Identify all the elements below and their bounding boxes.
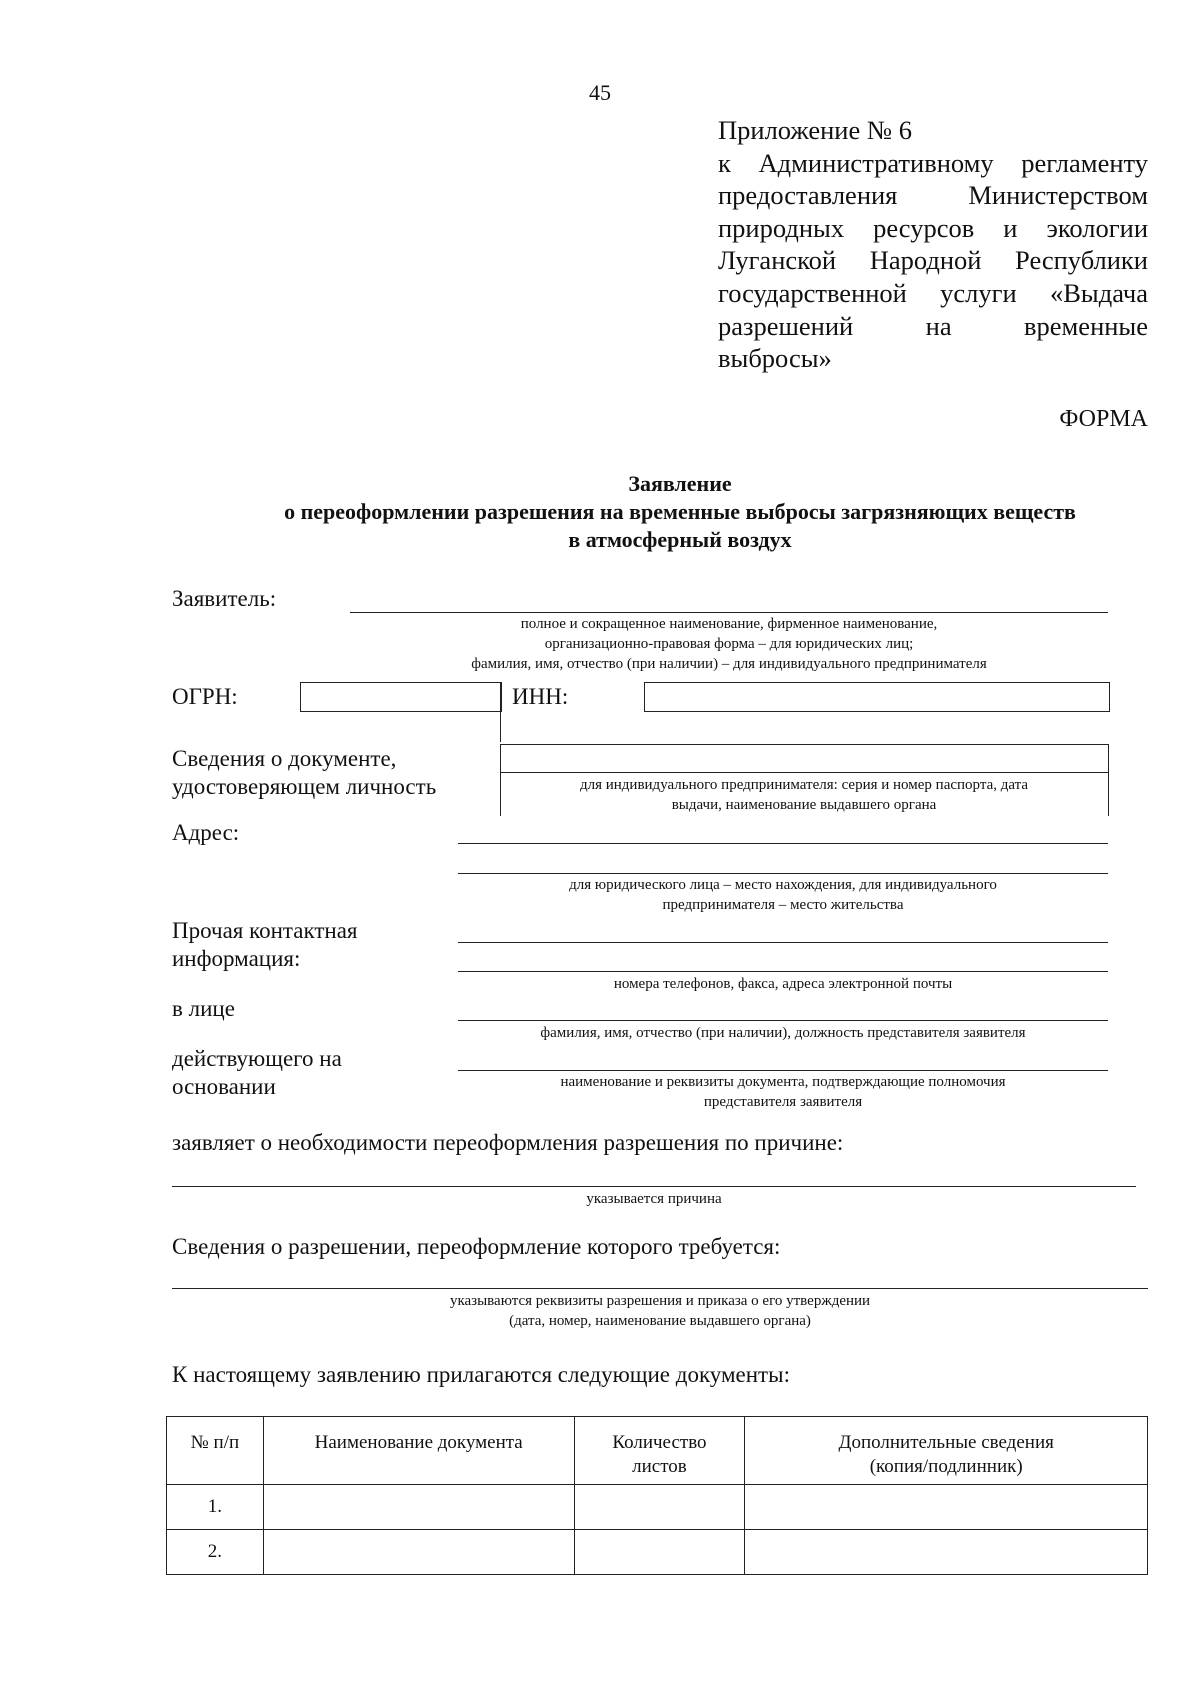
row-qty-cell[interactable]	[574, 1485, 745, 1530]
table-header-row	[167, 1417, 1148, 1485]
basis-hint-2: представителя заявителя	[703, 1094, 863, 1110]
representative-label: в лице	[172, 996, 235, 1021]
col-name-header: Наименование документа	[263, 1417, 574, 1485]
applicant-hint-2: организационно-правовая форма – для юридических лиц;	[544, 636, 914, 652]
attachments-table	[166, 1416, 1148, 1575]
representative-hint: фамилия, имя, отчество (при наличии), должность представителя заявителя	[540, 1025, 1026, 1041]
inn-input-box[interactable]	[644, 682, 1110, 712]
col-extra-header	[745, 1417, 1148, 1485]
title-line-1: Заявление	[628, 471, 732, 496]
appendix-line-2: к Административному регламенту	[718, 147, 1148, 178]
form-label: ФОРМА	[1059, 406, 1148, 432]
address-field-line-1[interactable]	[458, 843, 1108, 844]
col-qty-header	[574, 1417, 745, 1485]
id-doc-label-1: Сведения о документе,	[172, 746, 397, 771]
id-doc-hint-2: выдачи, наименование выдавшего органа	[671, 797, 937, 813]
ogrn-label: ОГРН:	[172, 684, 238, 709]
appendix-line-8: выбросы»	[718, 343, 832, 374]
row-number: 1.	[167, 1485, 264, 1530]
col-qty-header-line-2: листов	[632, 1456, 687, 1477]
appendix-line-1: Приложение № 6	[718, 115, 913, 145]
basis-field-line[interactable]	[458, 1070, 1108, 1071]
applicant-field-line[interactable]	[350, 612, 1108, 613]
permit-info-label: Сведения о разрешении, переоформление которого требуется:	[172, 1234, 781, 1259]
applicant-label: Заявитель:	[172, 586, 277, 611]
permit-info-hint-2: (дата, номер, наименование выдавшего органа)	[509, 1313, 811, 1329]
attachments-label: К настоящему заявлению прилагаются следующие документы:	[172, 1362, 790, 1387]
contact-label-1: Прочая контактная	[172, 918, 358, 943]
permit-info-field-line[interactable]	[172, 1288, 1148, 1289]
table-row	[167, 1485, 1148, 1530]
inn-left-border	[500, 682, 501, 742]
reason-label: заявляет о необходимости переоформления разрешения по причине:	[172, 1130, 844, 1155]
row-qty-cell[interactable]	[574, 1530, 745, 1575]
appendix-line-5: Луганской Народной Республики	[718, 245, 1148, 276]
appendix-line-3: предоставления Министерством	[718, 180, 1148, 211]
row-number: 2.	[167, 1530, 264, 1575]
id-doc-top-line	[500, 744, 1108, 745]
col-number-header: № п/п	[167, 1417, 264, 1485]
id-doc-label-2: удостоверяющем личность	[172, 774, 437, 799]
applicant-hint-3: фамилия, имя, отчество (при наличии) – для индивидуального предпринимателя	[471, 656, 987, 672]
basis-hint-1: наименование и реквизиты документа, подтверждающие полномочия	[560, 1074, 1006, 1090]
document-title	[230, 470, 1130, 554]
permit-info-hint-1: указываются реквизиты разрешения и приказа о его утверждении	[449, 1293, 871, 1309]
row-extra-cell[interactable]	[745, 1485, 1148, 1530]
basis-label-1: действующего на	[172, 1046, 342, 1071]
row-name-cell[interactable]	[263, 1530, 574, 1575]
reason-field-line[interactable]	[172, 1186, 1136, 1187]
page-number: 45	[589, 80, 611, 105]
title-line-3: в атмосферный воздух	[568, 527, 792, 552]
address-hint-1: для юридического лица – место нахождения, для индивидуального	[569, 877, 997, 893]
appendix-line-6: государственной услуги «Выдача	[718, 277, 1148, 308]
contact-field-line-1[interactable]	[458, 942, 1108, 943]
appendix-line-4: природных ресурсов и экологии	[718, 212, 1148, 243]
contact-hint: номера телефонов, факса, адреса электронной почты	[613, 976, 953, 992]
representative-field-line[interactable]	[458, 1020, 1108, 1021]
address-field-line-2[interactable]	[458, 873, 1108, 874]
id-doc-hint-1: для индивидуального предпринимателя: серия и номер паспорта, дата	[579, 777, 1029, 793]
id-doc-right-border	[1108, 744, 1109, 816]
ogrn-input-box[interactable]	[300, 682, 502, 712]
col-extra-header-line-2: (копия/подлинник)	[869, 1456, 1023, 1477]
row-extra-cell[interactable]	[745, 1530, 1148, 1575]
col-extra-header-line-1: Дополнительные сведения	[838, 1432, 1054, 1453]
title-line-2: о переоформлении разрешения на временные выбросы загрязняющих веществ	[284, 499, 1076, 524]
contact-label-2: информация:	[172, 946, 301, 971]
inn-label: ИНН:	[512, 684, 569, 709]
basis-label-2: основании	[172, 1074, 276, 1099]
row-name-cell[interactable]	[263, 1485, 574, 1530]
appendix-block	[718, 114, 1148, 375]
reason-hint: указывается причина	[586, 1191, 722, 1207]
id-doc-field-line[interactable]	[500, 772, 1108, 773]
table-row	[167, 1530, 1148, 1575]
col-qty-header-line-1: Количество	[612, 1432, 707, 1453]
address-hint-2: предпринимателя – место жительства	[662, 897, 904, 913]
contact-field-line-2[interactable]	[458, 971, 1108, 972]
address-label: Адрес:	[172, 820, 240, 845]
applicant-hint-1: полное и сокращенное наименование, фирменное наименование,	[520, 616, 938, 632]
appendix-line-7: разрешений на временные	[718, 310, 1148, 341]
